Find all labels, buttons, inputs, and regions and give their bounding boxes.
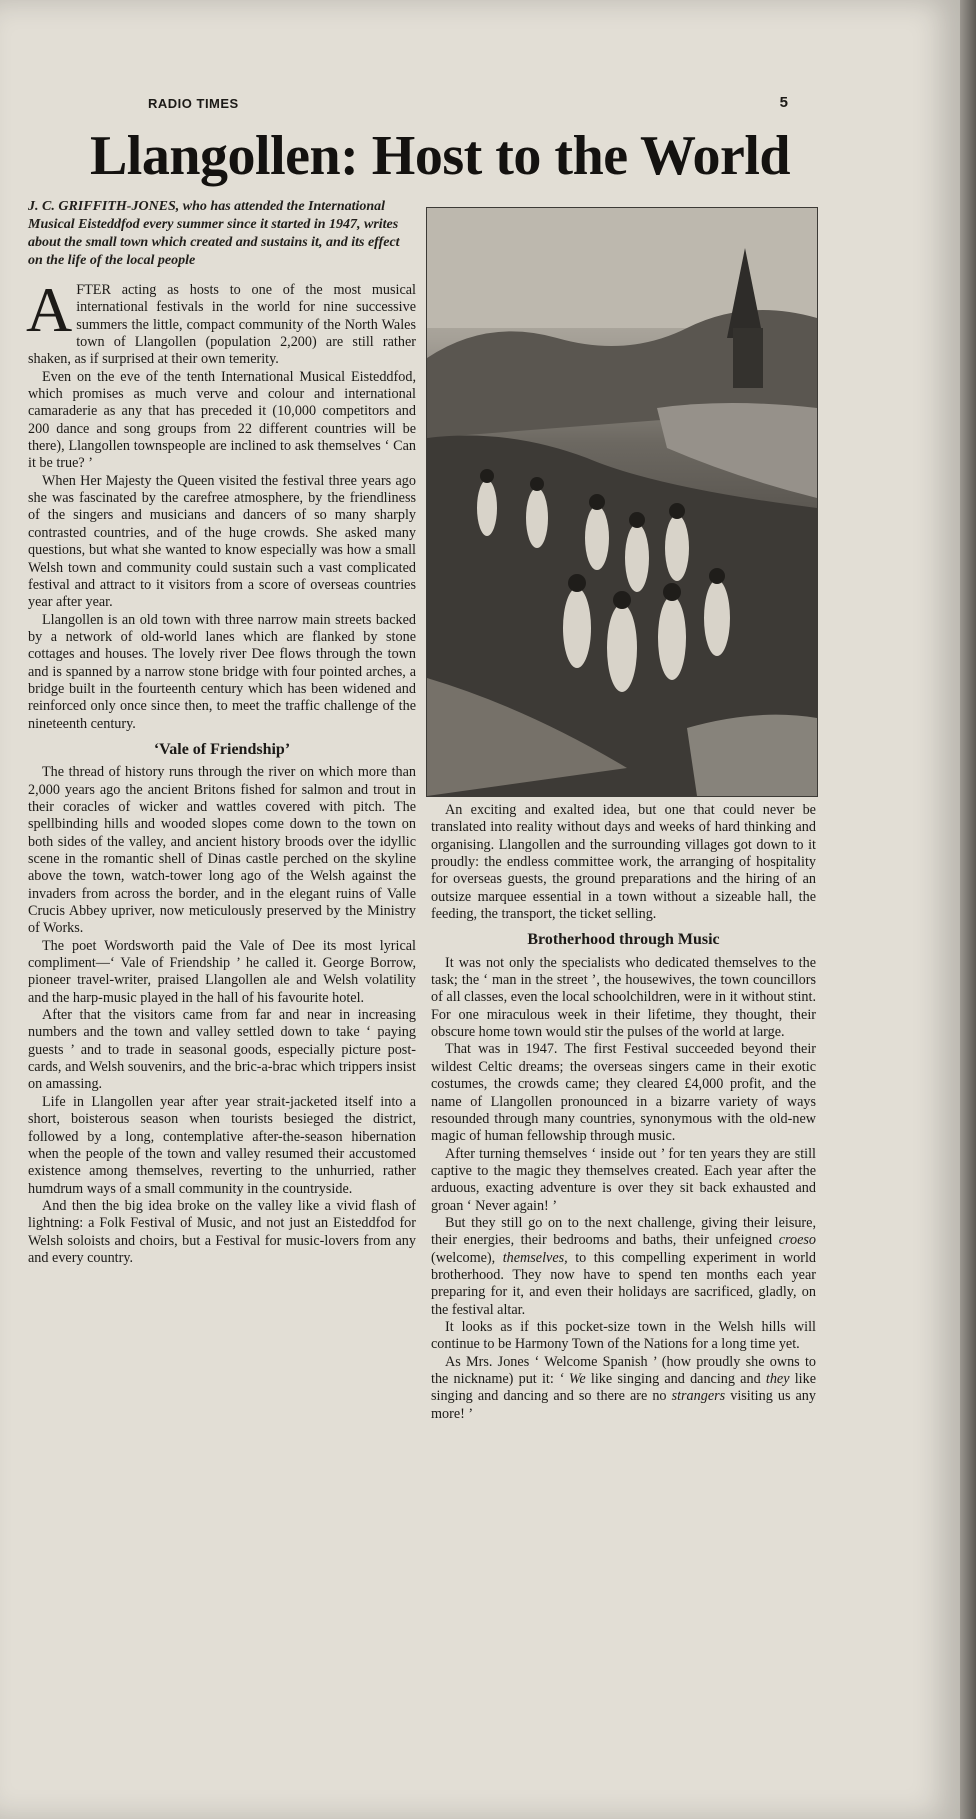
photo-dancers-riverbank-icon (427, 208, 817, 796)
text-run: to this compelling experiment in world brotherhood. They now have to spend ten months each year preparing for it, and even their holidays are sacrificed, gladly, on the festival altar. (431, 1249, 816, 1318)
page-edge (960, 0, 976, 1819)
text-run: visiting us any more! ’ (431, 1388, 816, 1422)
article-headline: Llangollen: Host to the World (89, 125, 791, 187)
paragraph: Life in Llangollen year after year strait-jacketed itself into a short, boisterous season when tourists besieged the district, followed by a long, contemplative after-the-season hibernation when the people of the town and valley resumed their accustomed existence among themselves, reverting to the unhurried, rather humdrum ways of a small community in the countryside. (28, 1093, 416, 1197)
article-byline: J. C. GRIFFITH-JONES, who has attended the International Musical Eisteddfod every summer since it started in 1947, writes about the small town which created and sustains it, and its effect on the life of the local people (28, 199, 400, 268)
paragraph: After turning themselves ‘ inside out ’ for ten years they are still captive to the magic they themselves created. Each year after the arduous, exacting adventure is over they sit back exhausted and groan ‘ Never again! ’ (431, 1145, 816, 1214)
paragraph: Llangollen is an old town with three narrow main streets backed by a network of old-world lanes which are flanked by stone cottages and houses. The lovely river Dee flows through the town and is spanned by a narrow stone bridge with four pointed arches, a bridge built in the fourteenth century which has been widened and reinforced only once since then, to meet the traffic challenge of the nineteenth century. (28, 611, 416, 732)
paragraph (431, 1215, 816, 1319)
paragraph: The poet Wordsworth paid the Vale of Dee its most lyrical compliment—‘ Vale of Friendship ’ he called it. George Borrow, pioneer travel-writer, praised Llangollen ale and Welsh volatility and the harp-music played in the hall of his favourite hotel. (28, 937, 416, 1006)
text-run: (welcome), (431, 1249, 503, 1266)
left-column (26, 274, 416, 1267)
paragraph: After that the visitors came from far and near in increasing numbers and the town and valley settled down to take ‘ paying guests ’ and to trade in seasonal goods, especially picture post-cards, and Welsh souvenirs, and the bric-a-brac which trippers insist on amassing. (28, 1007, 416, 1093)
article-photo (426, 207, 818, 797)
paragraph-text: FTER acting as hosts to one of the most musical international festivals in the world for nine successive summers the little, compact community of the North Wales town of Llangollen (population 2,200) are still rather shaken, as if surprised at their own temerity. (28, 282, 416, 368)
italic-word: strangers (671, 1388, 726, 1405)
paragraph: When Her Majesty the Queen visited the festival three years ago she was fascinated by the carefree atmosphere, by the friendliness of the singers and musicians and dancers of so many sharply contrasted countries, and of the huge crowds. She asked many questions, but what she wanted to know especially was how a small Welsh town and community could sustain such a vast complicated festival and attract to it visitors from a score of overseas countries year after year. (28, 472, 416, 611)
italic-word: ‘ We (558, 1371, 586, 1387)
paragraph: An exciting and exalted idea, but one that could never be translated into reality without days and weeks of hard thinking and organising. Llangollen and the surrounding villages got down to it proudly: the endless committee work, the arranging of hospitality for overseas guests, the ground preparations and the hiring of an outsize marquee essential in a town without a sizeable hall, the feeding, the transport, the ticket selling. (431, 802, 816, 923)
paragraph: That was in 1947. The first Festival succeeded beyond their wildest Celtic dreams; the overseas singers came in their exotic costumes, the crowds came; they cleared £4,000 profit, and the name of Llangollen pronounced in a bizarre variety of ways resounded through many countries, synonymous with the old-new magic of human fellowship through music. (431, 1041, 816, 1145)
drop-cap: A (26, 274, 73, 345)
paragraph: It was not only the specialists who dedicated themselves to the task; the ‘ man in the street ’, the housewives, the town councillors of all classes, even the local schoolchildren, were in it without stint. For one miraculous week in their lifetime, they thought, their obscure home town would stir the pulses of the world at large. (431, 954, 816, 1041)
right-column (431, 802, 816, 1423)
paragraph: And then the big idea broke on the valley like a vivid flash of lightning: a Folk Festival of Music, and not just an Eisteddfod for Welsh soloists and choirs, but a Festival for music-lovers from any and every country. (28, 1197, 416, 1266)
subheading-vale-of-friendship: ‘Vale of Friendship’ (153, 740, 291, 758)
page-header (148, 96, 788, 118)
paragraph: The thread of history runs through the river on which more than 2,000 years ago the ancient Britons fished for salmon and trout in their coracles of wicker and wattles covered with pitch. The spellbinding hills and wooded slopes come down to the town on both sides of the valley, and ancient history broods over the idyllic scene in the romantic shell of Dinas castle perched on the skyline above the town, watch-tower long ago of the Welsh against the invaders from across the border, and in the elegant ruins of Valle Crucis Abbey upriver, now meticulously preserved by the Ministry of Works. (28, 764, 416, 937)
italic-word: croeso (778, 1232, 816, 1249)
text-run: like singing and dancing and (585, 1371, 766, 1387)
text-run: As Mrs. Jones ‘ Welcome Spanish ’ (how proudly she owns to the nickname) put it: (431, 1353, 816, 1387)
text-run: But they still go on to the next challenge, giving their leisure, their energies, their bedrooms and baths, their unfeigned (431, 1214, 816, 1249)
italic-word: they (765, 1371, 790, 1387)
page-number: 5 (779, 94, 788, 111)
subheading-brotherhood-through-music: Brotherhood through Music (527, 931, 720, 949)
italic-word: themselves, (502, 1249, 568, 1266)
paragraph (26, 274, 416, 369)
paragraph: Even on the eve of the tenth International Musical Eisteddfod, which promises as much verve and colour and international camaraderie as any that has preceded it (10,000 competitors and 200 dance and song groups from 22 different countries will be there), Llangollen townspeople are inclined to ask themselves ‘ Can it be true? ’ (28, 368, 416, 472)
paragraph (431, 1354, 816, 1423)
magazine-name: RADIO TIMES (148, 96, 239, 111)
text-run: like singing and dancing and so there are no (431, 1371, 816, 1405)
paragraph: It looks as if this pocket-size town in the Welsh hills will continue to be Harmony Town of the Nations for a long time yet. (431, 1318, 816, 1353)
